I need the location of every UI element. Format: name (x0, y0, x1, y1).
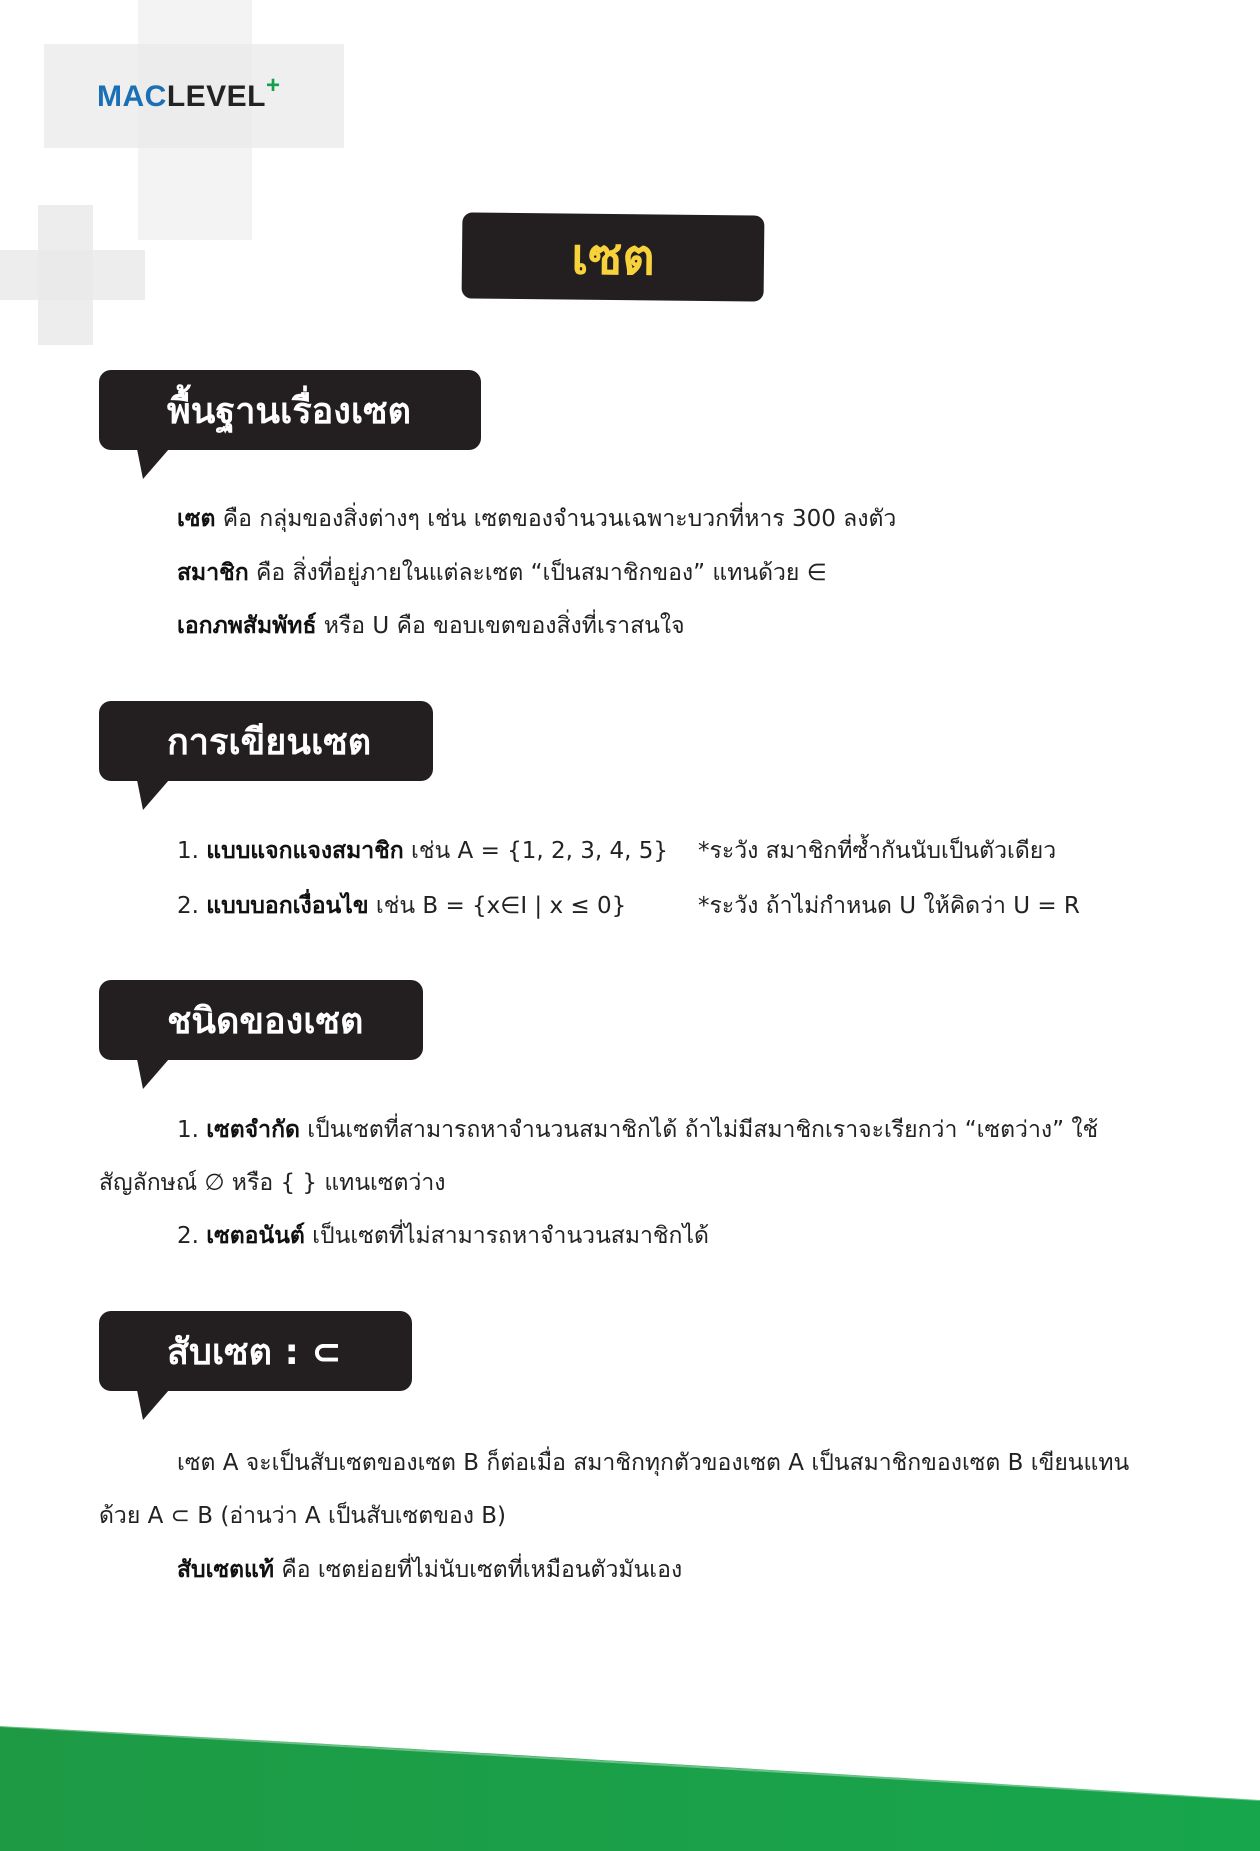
heading-text: การเขียนเซต (167, 721, 372, 763)
heading-text: ชนิดของเซต (167, 1000, 364, 1042)
page-title: เซต (570, 227, 656, 286)
term: สมาชิก (177, 560, 249, 586)
term: เซตจำกัด (206, 1117, 300, 1143)
term: สับเซตแท้ (177, 1557, 275, 1583)
text: เช่น B = {x∈I | x ≤ 0} (368, 893, 627, 919)
text: หรือ U คือ ขอบเขตของสิ่งที่เราสนใจ (316, 613, 685, 639)
text: เป็นเซตที่ไม่สามารถหาจำนวนสมาชิกได้ (304, 1223, 709, 1249)
brand-plus: + (266, 72, 281, 99)
text: เป็นเซตที่สามารถหาจำนวนสมาชิกได้ ถ้าไม่มีสมาชิกเราจะเรียกว่า “เซตว่าง” ใช้ (299, 1117, 1099, 1143)
heading-text: สับเซต : ⊂ (167, 1331, 342, 1373)
writing-note-1: *ระวัง สมาชิกที่ซ้ำกันนับเป็นตัวเดียว (698, 838, 1057, 864)
subset-paragraph-cont: ด้วย A ⊂ B (อ่านว่า A เป็นสับเซตของ B) (99, 1503, 507, 1529)
brand-mac: MAC (97, 80, 167, 113)
term: เซตอนันต์ (206, 1223, 305, 1249)
text: คือ สิ่งที่อยู่ภายในแต่ละเซต “เป็นสมาชิกของ” แทนด้วย ∈ (248, 560, 827, 586)
term: แบบบอกเงื่อนไข (206, 893, 369, 919)
term: เอกภพสัมพัทธ์ (177, 613, 317, 639)
num: 1. (177, 1117, 207, 1143)
text: เช่น A = {1, 2, 3, 4, 5} (403, 838, 669, 864)
text: คือ กลุ่มของสิ่งต่างๆ เช่น เซตของจำนวนเฉพาะบวกที่หาร 300 ลงตัว (215, 506, 897, 532)
term: แบบแจกแจงสมาชิก (206, 838, 404, 864)
num: 2. (177, 1223, 207, 1249)
heading-text: พื้นฐานเรื่องเซต (167, 390, 411, 432)
num: 1. (177, 838, 207, 864)
brand-level: LEVEL (166, 80, 267, 113)
type-item-1-cont: สัญลักษณ์ ∅ หรือ { } แทนเซตว่าง (99, 1170, 446, 1196)
term: เซต (177, 506, 216, 532)
text: คือ เซตย่อยที่ไม่นับเซตที่เหมือนตัวมันเอง (274, 1557, 683, 1583)
subset-paragraph: เซต A จะเป็นสับเซตของเซต B ก็ต่อเมื่อ สมาชิกทุกตัวของเซต A เป็นสมาชิกของเซต B เขียนแทน (177, 1450, 1130, 1476)
num: 2. (177, 893, 207, 919)
writing-note-2: *ระวัง ถ้าไม่กำหนด U ให้คิดว่า U = R (698, 893, 1080, 919)
